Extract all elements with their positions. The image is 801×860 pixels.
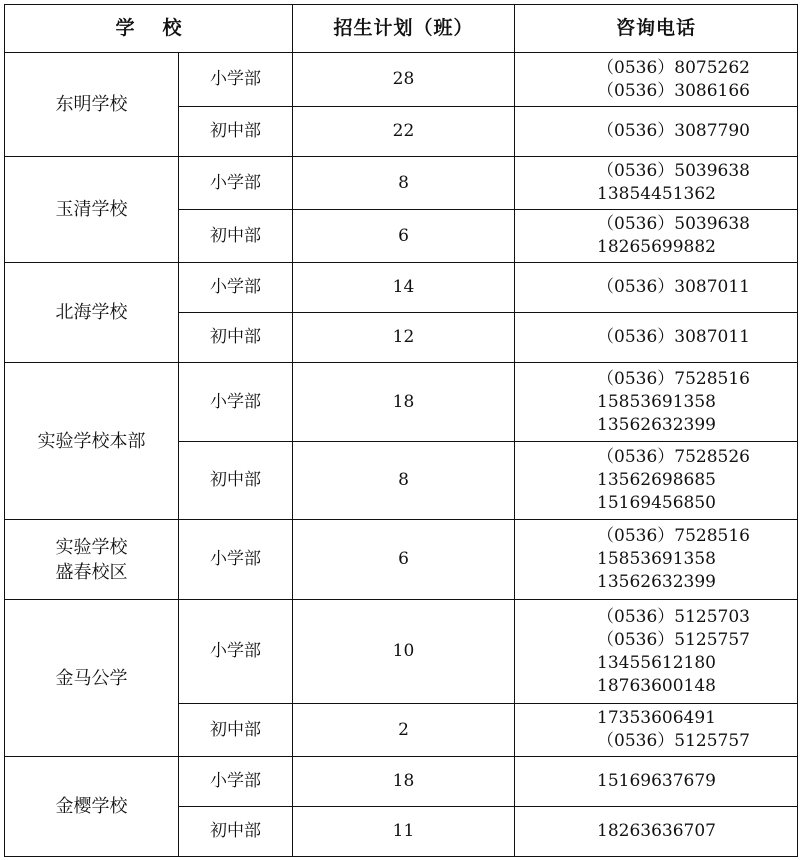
dept-cell: 初中部 [179, 210, 293, 263]
dept-cell: 小学部 [179, 363, 293, 442]
dept-cell: 初中部 [179, 107, 293, 157]
table-row [5, 363, 798, 442]
header-row [5, 5, 798, 53]
dept-cell: 小学部 [179, 157, 293, 210]
enrollment-table [4, 4, 798, 857]
header-school-char-1: 学 [115, 17, 135, 39]
header-school [5, 5, 293, 53]
header-phone: 咨询电话 [515, 5, 798, 53]
phone-number: 13455612180 [597, 652, 716, 673]
school-name [5, 600, 179, 757]
dept-cell: 小学部 [179, 520, 293, 600]
school-name [5, 157, 179, 263]
dept-cell: 小学部 [179, 757, 293, 807]
phone-cell [515, 107, 798, 157]
school-name-line: 实验学校本部 [37, 430, 146, 452]
header-plan: 招生计划（班） [293, 5, 515, 53]
phone-cell [515, 210, 798, 263]
plan-cell: 14 [293, 263, 515, 313]
phone-cell [515, 313, 798, 363]
phone-number: （0536）3087790 [597, 121, 750, 141]
plan-cell: 6 [293, 520, 515, 600]
plan-cell: 18 [293, 363, 515, 442]
school-name-line: 金樱学校 [55, 796, 128, 817]
phone-cell [515, 263, 798, 313]
phone-number: 13562632399 [597, 414, 716, 435]
dept-cell: 小学部 [179, 53, 293, 107]
school-name-line: 北海学校 [55, 302, 128, 323]
plan-cell: 18 [293, 757, 515, 807]
phone-number: 15169637679 [597, 771, 716, 791]
table-row [5, 520, 798, 600]
table-row [5, 53, 798, 107]
header-school-char-2: 校 [162, 17, 182, 39]
phone-cell [515, 704, 798, 757]
school-name-line: 东明学校 [55, 94, 128, 115]
phone-number: （0536）5125757 [597, 629, 750, 650]
school-name-line: 盛春校区 [55, 561, 128, 583]
phone-number: （0536）3087011 [597, 277, 750, 297]
school-name-line: 玉清学校 [55, 199, 128, 220]
phone-number: （0536）3086166 [597, 80, 750, 101]
dept-cell: 初中部 [179, 442, 293, 520]
dept-cell: 初中部 [179, 704, 293, 757]
school-name [5, 363, 179, 520]
phone-number: （0536）5125757 [597, 731, 750, 751]
school-name-line: 金马公学 [55, 667, 128, 689]
plan-cell: 12 [293, 313, 515, 363]
phone-number: 18763600148 [597, 675, 716, 696]
school-name [5, 53, 179, 157]
school-name [5, 263, 179, 363]
dept-cell: 小学部 [179, 600, 293, 704]
phone-number: 18263636707 [597, 821, 716, 841]
school-name [5, 757, 179, 857]
phone-number: （0536）7528526 [597, 447, 750, 467]
plan-cell: 6 [293, 210, 515, 263]
phone-cell [515, 600, 798, 704]
phone-number: 18265699882 [597, 237, 716, 257]
phone-number: （0536）7528516 [597, 368, 750, 389]
dept-cell: 小学部 [179, 263, 293, 313]
phone-number: 15169456850 [597, 493, 716, 513]
phone-number: 15853691358 [597, 549, 716, 569]
phone-number: （0536）5039638 [597, 161, 750, 181]
phone-number: （0536）3087011 [597, 327, 750, 347]
table-row [5, 757, 798, 807]
phone-number: （0536）5039638 [597, 214, 750, 234]
phone-number: 13562632399 [597, 572, 716, 592]
phone-number: 13854451362 [597, 184, 716, 204]
dept-cell: 初中部 [179, 807, 293, 857]
phone-cell [515, 520, 798, 600]
plan-cell: 22 [293, 107, 515, 157]
phone-number: （0536）8075262 [597, 57, 750, 78]
phone-cell [515, 807, 798, 857]
phone-cell [515, 363, 798, 442]
plan-cell: 8 [293, 157, 515, 210]
table-row [5, 263, 798, 313]
plan-cell: 11 [293, 807, 515, 857]
phone-cell [515, 157, 798, 210]
plan-cell: 28 [293, 53, 515, 107]
phone-number: （0536）5125703 [597, 606, 750, 627]
table-row [5, 157, 798, 210]
phone-number: （0536）7528516 [597, 526, 750, 546]
phone-cell [515, 442, 798, 520]
plan-cell: 10 [293, 600, 515, 704]
plan-cell: 8 [293, 442, 515, 520]
school-name-line: 实验学校 [55, 536, 128, 558]
phone-cell [515, 757, 798, 807]
plan-cell: 2 [293, 704, 515, 757]
phone-number: 13562698685 [597, 470, 716, 490]
school-name [5, 520, 179, 600]
table-row [5, 600, 798, 704]
phone-cell [515, 53, 798, 107]
phone-number: 15853691358 [597, 391, 716, 412]
phone-number: 17353606491 [597, 708, 716, 728]
dept-cell: 初中部 [179, 313, 293, 363]
